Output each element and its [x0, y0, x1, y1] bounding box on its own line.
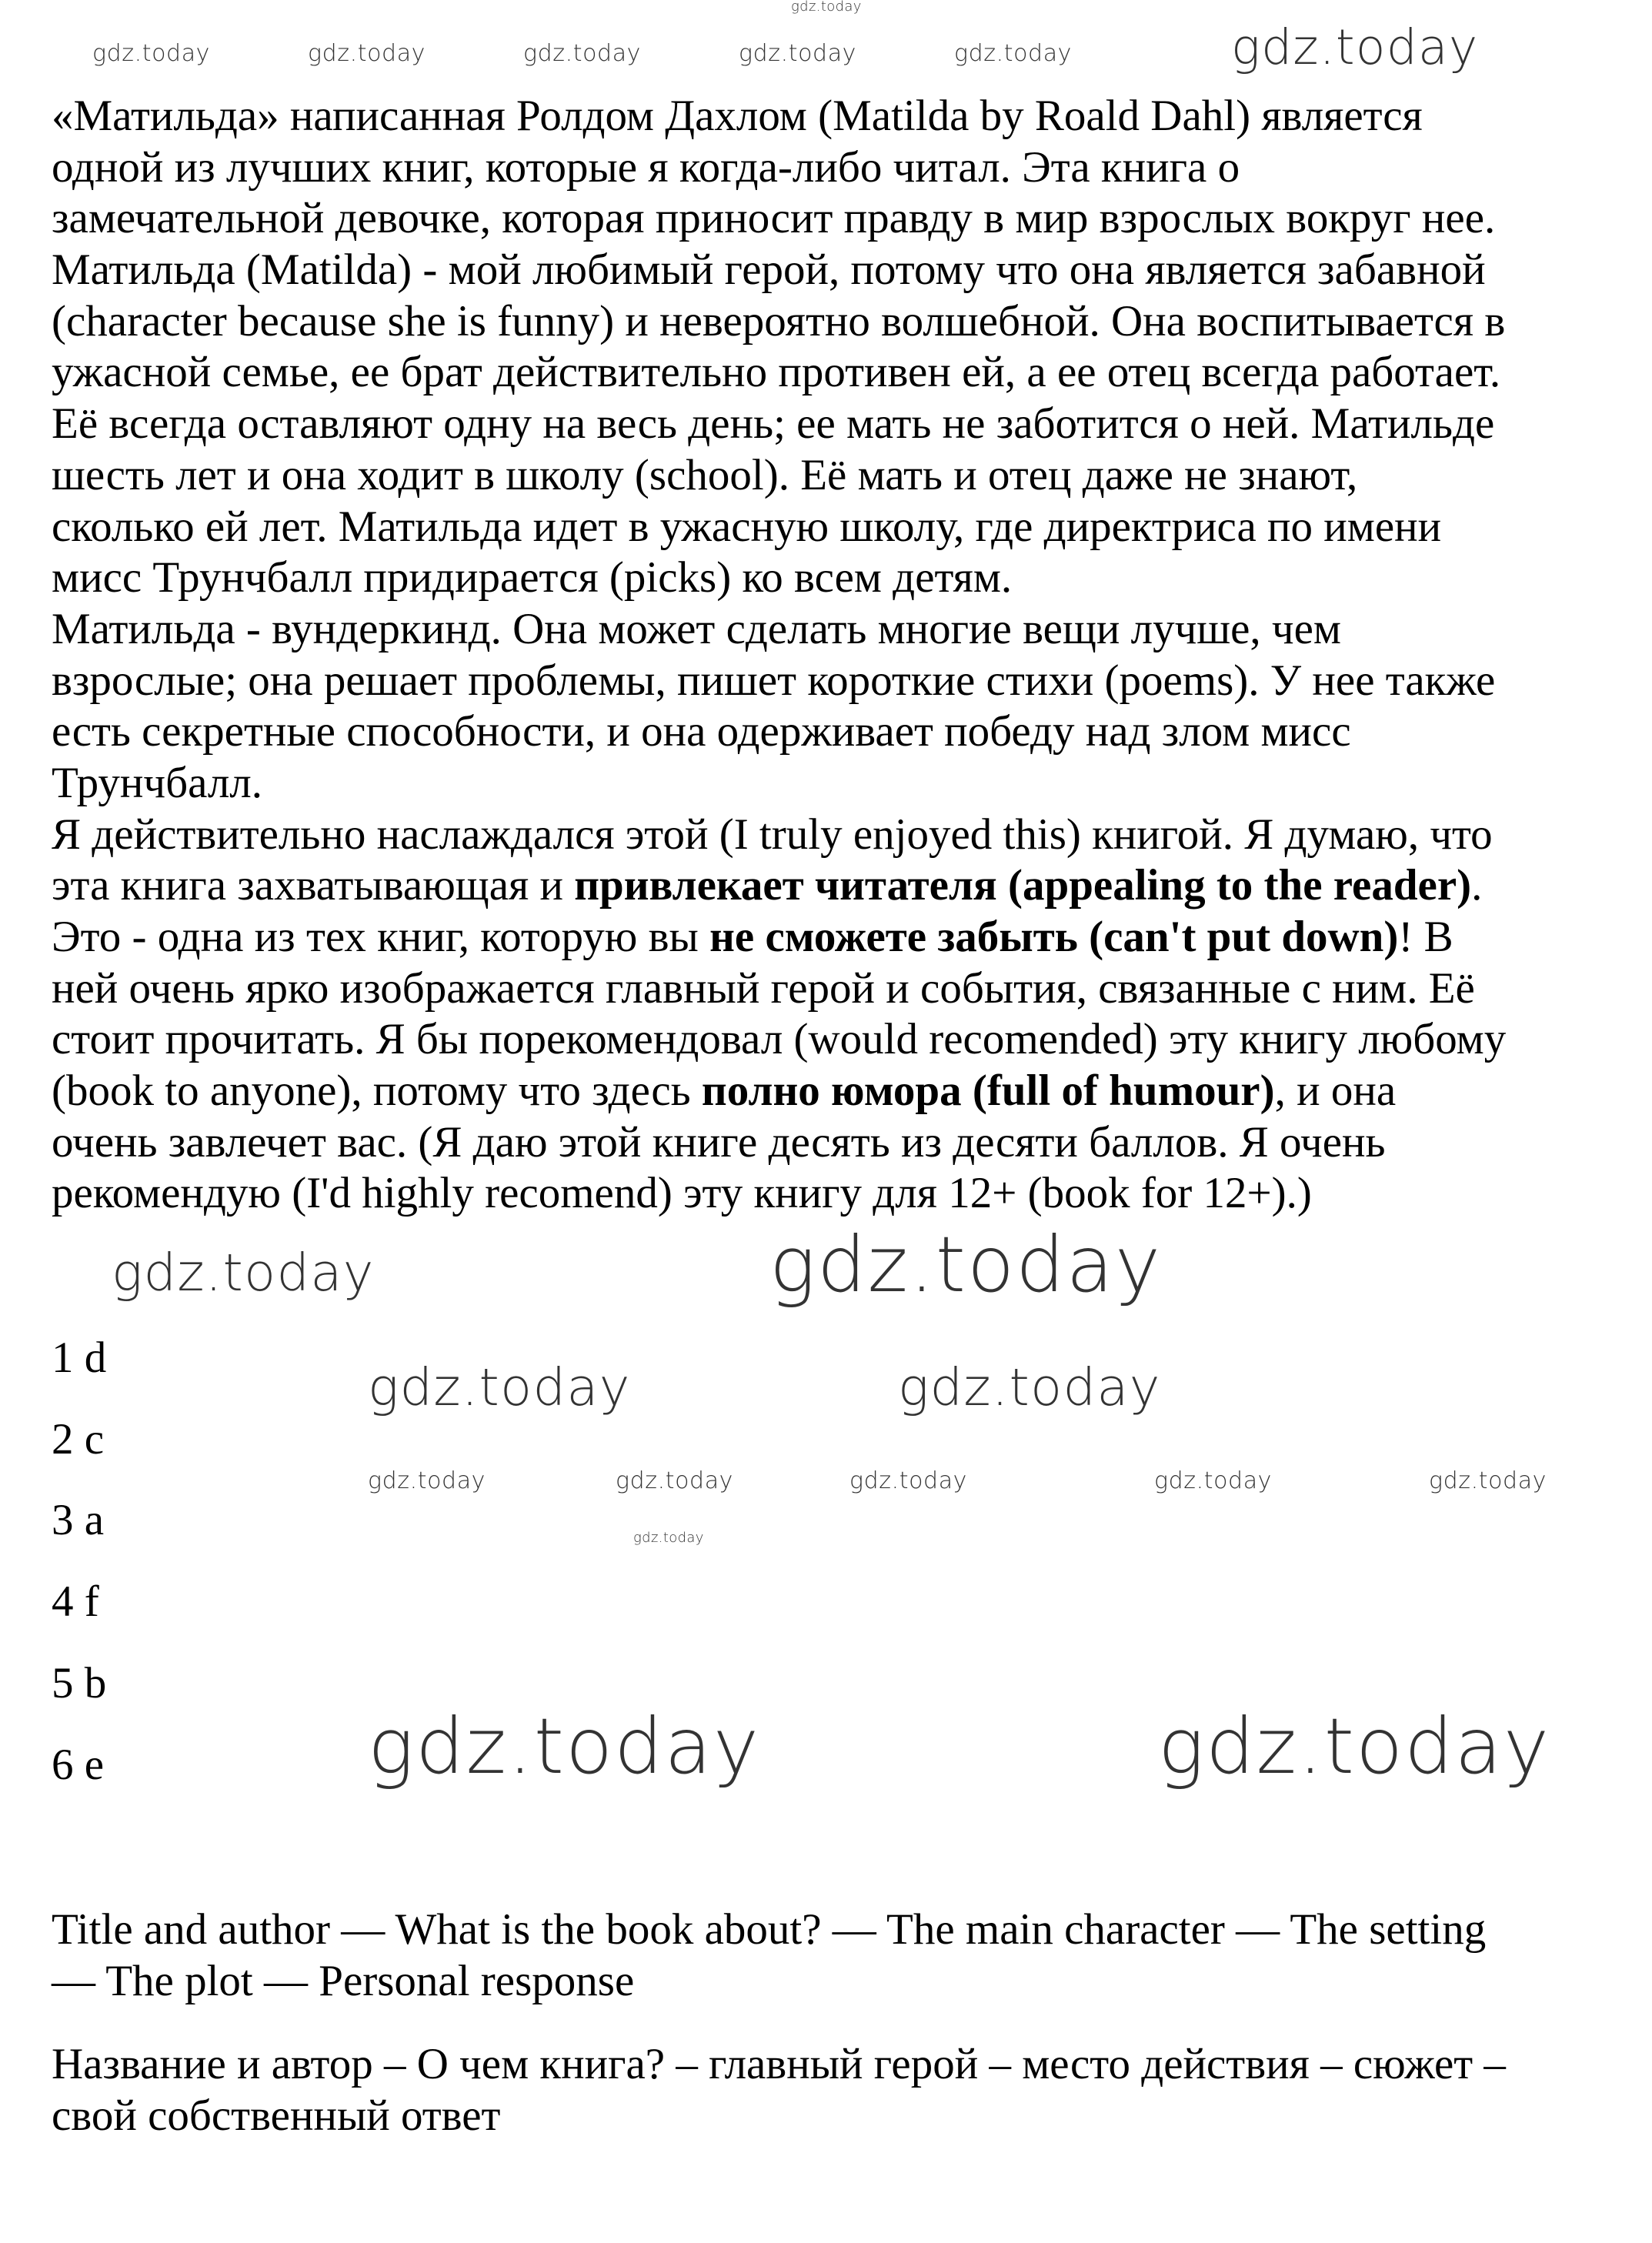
essay-line	[52, 1066, 1506, 1117]
outline-russian	[52, 2039, 1506, 2141]
answer-item: 1 d	[52, 1333, 107, 1382]
watermark: gdz.today	[368, 1467, 486, 1494]
essay-line	[52, 552, 1506, 604]
watermark: gdz.today	[791, 0, 862, 15]
answer-item: 6 e	[52, 1741, 105, 1789]
watermark: gdz.today	[898, 1357, 1161, 1417]
watermark: gdz.today	[769, 1220, 1163, 1310]
text-run: взрослые; она решает проблемы, пишет короткие стихи (poems). У нее также	[52, 656, 1496, 705]
essay-line	[52, 296, 1506, 348]
watermark: gdz.today	[1231, 19, 1479, 75]
text-run: сколько ей лет. Матильда идет в ужасную школу, где директриса по имени	[52, 502, 1442, 551]
watermark: gdz.today	[112, 1243, 375, 1303]
essay-line	[52, 347, 1506, 399]
essay-line	[52, 502, 1506, 553]
text-run: рекомендую (I'd highly recomend) эту книгу для 12+ (book for 12+).)	[52, 1169, 1312, 1218]
outline-line: Название и автор – О чем книга? – главный герой – место действия – сюжет –	[52, 2040, 1506, 2088]
watermark: gdz.today	[368, 1701, 761, 1791]
essay-line	[52, 450, 1506, 502]
bold-phrase: привлекает читателя (appealing to the reader)	[574, 861, 1472, 910]
essay-line	[52, 604, 1506, 656]
watermark: gdz.today	[633, 1530, 704, 1546]
text-run: ней очень ярко изображается главный герой и события, связанные с ним. Её	[52, 963, 1475, 1013]
text-run: (book to anyone), потому что здесь	[52, 1066, 702, 1116]
answer-item: 2 c	[52, 1415, 105, 1464]
outline-line: — The plot — Personal response	[52, 1956, 635, 2005]
watermark: gdz.today	[616, 1467, 734, 1494]
text-run: Её всегда оставляют одну на весь день; ее мать не заботится о ней. Матильде	[52, 399, 1495, 449]
essay-text	[52, 91, 1506, 1220]
text-run: Я действительно наслаждался этой (I truly enjoyed this) книгой. Я думаю, что	[52, 809, 1493, 859]
text-run: .	[1471, 861, 1483, 910]
answer-item: 5 b	[52, 1659, 107, 1707]
text-run: шесть лет и она ходит в школу (school). Её мать и отец даже не знают,	[52, 450, 1358, 499]
essay-line	[52, 860, 1506, 912]
outline-line: свой собственный ответ	[52, 2091, 501, 2140]
watermark: gdz.today	[308, 40, 426, 67]
bold-phrase: не сможете забыть (can't put down)	[709, 913, 1399, 961]
watermark: gdz.today	[954, 40, 1073, 67]
watermark: gdz.today	[1154, 1467, 1273, 1494]
bold-phrase: полно юмора (full of humour)	[701, 1066, 1275, 1116]
watermark: gdz.today	[368, 1357, 631, 1417]
text-run: есть секретные способности, и она одерживает победу над злом мисс	[52, 707, 1351, 756]
essay-line	[52, 758, 1506, 809]
text-run: (character because she is funny) и невероятно волшебной. Она воспитывается в	[52, 296, 1506, 345]
watermark: gdz.today	[739, 40, 857, 67]
essay-line	[52, 656, 1506, 707]
outline-english	[52, 1904, 1486, 2007]
essay-line	[52, 963, 1506, 1015]
text-run: Матильда - вундеркинд. Она может сделать многие вещи лучше, чем	[52, 604, 1341, 653]
essay-line	[52, 142, 1506, 194]
essay-line	[52, 1014, 1506, 1066]
essay-line	[52, 706, 1506, 758]
text-run: Это - одна из тех книг, которую вы	[52, 913, 710, 961]
essay-line	[52, 1168, 1506, 1220]
essay-line	[52, 399, 1506, 450]
essay-line	[52, 245, 1506, 296]
watermark: gdz.today	[849, 1467, 968, 1494]
text-run: Трунчбалл.	[52, 758, 263, 807]
text-run: , и она	[1274, 1066, 1397, 1116]
text-run: замечательной девочке, которая приносит правду в мир взрослых вокруг нее.	[52, 194, 1496, 243]
text-run: очень завлечет вас. (Я даю этой книге десять из десяти баллов. Я очень	[52, 1117, 1386, 1167]
text-run: стоит прочитать. Я бы порекомендовал (would recomended) эту книгу любому	[52, 1015, 1507, 1064]
watermark: gdz.today	[1429, 1467, 1547, 1494]
text-run: ! В	[1398, 913, 1453, 961]
text-run: мисс Трунчбалл придирается (picks) ко всем детям.	[52, 553, 1013, 602]
watermark: gdz.today	[92, 40, 211, 67]
text-run: ужасной семье, ее брат действительно противен ей, а ее отец всегда работает.	[52, 348, 1501, 397]
text-run: одной из лучших книг, которые я когда-либо читал. Эта книга о	[52, 142, 1240, 192]
outline-line: Title and author — What is the book about? — The main character — The setting	[52, 1905, 1487, 1954]
text-run: эта книга захватывающая и	[52, 861, 575, 910]
essay-line	[52, 91, 1506, 142]
text-run: «Матильда» написанная Ролдом Дахлом (Matilda by Roald Dahl) является	[52, 92, 1423, 140]
watermark: gdz.today	[1158, 1701, 1551, 1791]
text-run: Матильда (Matilda) - мой любимый герой, потому что она является забавной	[52, 245, 1486, 295]
answer-item: 3 a	[52, 1496, 105, 1544]
essay-line	[52, 1117, 1506, 1169]
essay-line	[52, 809, 1506, 861]
watermark: gdz.today	[523, 40, 642, 67]
answer-item: 4 f	[52, 1577, 99, 1626]
essay-line	[52, 193, 1506, 245]
essay-line	[52, 912, 1506, 963]
